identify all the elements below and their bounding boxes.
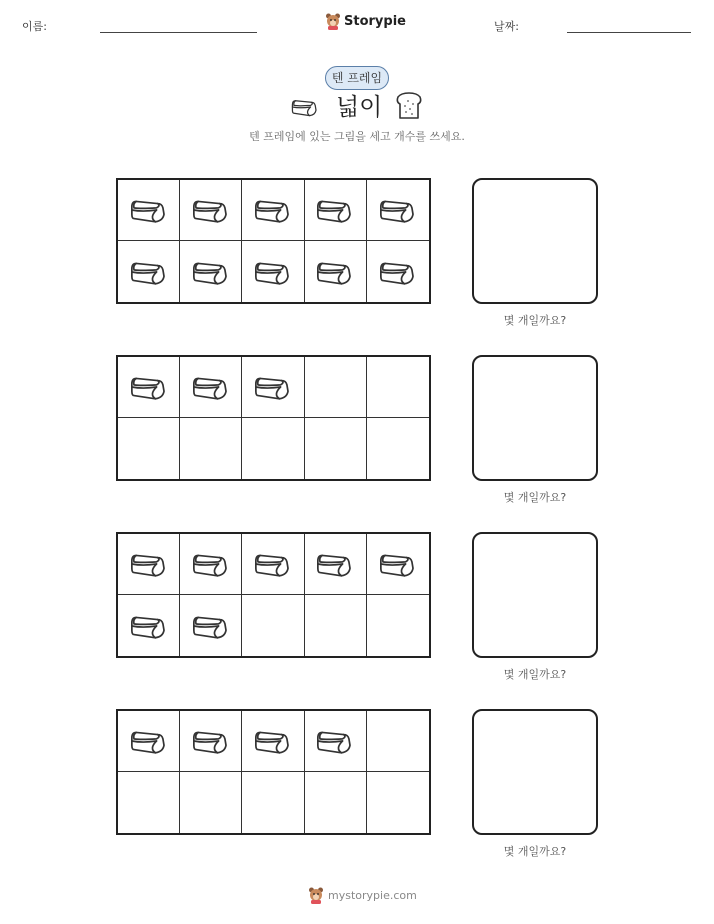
frame-cell (180, 772, 242, 833)
frame-cell (242, 418, 304, 479)
bear-icon (308, 886, 324, 904)
date-line[interactable] (567, 32, 691, 33)
question-label: 몇 개일까요? (503, 491, 567, 504)
frame-cell (305, 180, 367, 241)
folded-towel-icon (253, 726, 293, 756)
frame-cell (118, 711, 180, 772)
folded-towel-icon (378, 549, 418, 579)
frame-cell (118, 180, 180, 241)
name-label: 이름: (22, 20, 47, 33)
folded-towel-icon (315, 257, 355, 287)
question-label: 몇 개일까요? (503, 314, 567, 327)
bear-icon (325, 12, 341, 30)
folded-towel-icon (315, 726, 355, 756)
page-title: 넓이 (336, 93, 383, 121)
frame-cell (180, 418, 242, 479)
answer-box[interactable] (472, 709, 598, 835)
frame-cell (305, 418, 367, 479)
toast-icon (396, 92, 422, 120)
answer-box[interactable] (472, 532, 598, 658)
folded-towel-icon (191, 372, 231, 402)
frame-cell (305, 772, 367, 833)
folded-towel-icon (191, 726, 231, 756)
ten-frame (116, 532, 431, 658)
folded-towel-icon (129, 726, 169, 756)
frame-cell (242, 711, 304, 772)
frame-cell (305, 534, 367, 595)
frame-cell (242, 180, 304, 241)
instructions: 텐 프레임에 있는 그림을 세고 개수를 쓰세요. (249, 130, 465, 143)
frame-cell (242, 772, 304, 833)
footer (308, 886, 417, 904)
answer-box[interactable] (472, 355, 598, 481)
frame-cell (118, 534, 180, 595)
folded-towel-icon (315, 549, 355, 579)
brand-logo (325, 12, 406, 30)
frame-cell (118, 241, 180, 302)
folded-towel-icon (253, 372, 293, 402)
frame-cell (305, 241, 367, 302)
frame-cell (118, 595, 180, 656)
ten-frame (116, 178, 431, 304)
frame-cell (305, 357, 367, 418)
frame-cell (242, 595, 304, 656)
question-label: 몇 개일까요? (503, 845, 567, 858)
frame-cell (118, 418, 180, 479)
folded-towel-icon (129, 257, 169, 287)
folded-towel-icon (253, 195, 293, 225)
brand-name: Storypie (344, 13, 406, 29)
footer-url[interactable]: mystorypie.com (328, 888, 417, 902)
frame-cell (367, 418, 429, 479)
frame-cell (305, 595, 367, 656)
folded-towel-icon (378, 257, 418, 287)
frame-cell (118, 357, 180, 418)
ten-frame (116, 355, 431, 481)
frame-cell (367, 241, 429, 302)
name-line[interactable] (100, 32, 257, 33)
frame-cell (242, 357, 304, 418)
frame-cell (367, 772, 429, 833)
frame-cell (180, 357, 242, 418)
frame-cell (118, 772, 180, 833)
folded-towel-icon (129, 195, 169, 225)
question-label: 몇 개일까요? (503, 668, 567, 681)
ten-frame (116, 709, 431, 835)
frame-cell (180, 534, 242, 595)
frame-cell (367, 711, 429, 772)
folded-towel-icon (129, 549, 169, 579)
frame-cell (367, 357, 429, 418)
folded-towel-icon (253, 257, 293, 287)
folded-towel-icon (129, 611, 169, 641)
frame-cell (242, 534, 304, 595)
folded-towel-icon (290, 96, 320, 118)
answer-box[interactable] (472, 178, 598, 304)
frame-cell (180, 180, 242, 241)
folded-towel-icon (378, 195, 418, 225)
folded-towel-icon (191, 549, 231, 579)
folded-towel-icon (191, 195, 231, 225)
frame-cell (180, 241, 242, 302)
frame-cell (180, 711, 242, 772)
folded-towel-icon (191, 257, 231, 287)
frame-cell (305, 711, 367, 772)
frame-cell (367, 180, 429, 241)
category-badge: 텐 프레임 (325, 66, 389, 90)
folded-towel-icon (253, 549, 293, 579)
folded-towel-icon (191, 611, 231, 641)
frame-cell (242, 241, 304, 302)
frame-cell (180, 595, 242, 656)
date-label: 날짜: (494, 20, 519, 33)
title-row (0, 92, 714, 124)
frame-cell (367, 595, 429, 656)
folded-towel-icon (129, 372, 169, 402)
frame-cell (367, 534, 429, 595)
folded-towel-icon (315, 195, 355, 225)
